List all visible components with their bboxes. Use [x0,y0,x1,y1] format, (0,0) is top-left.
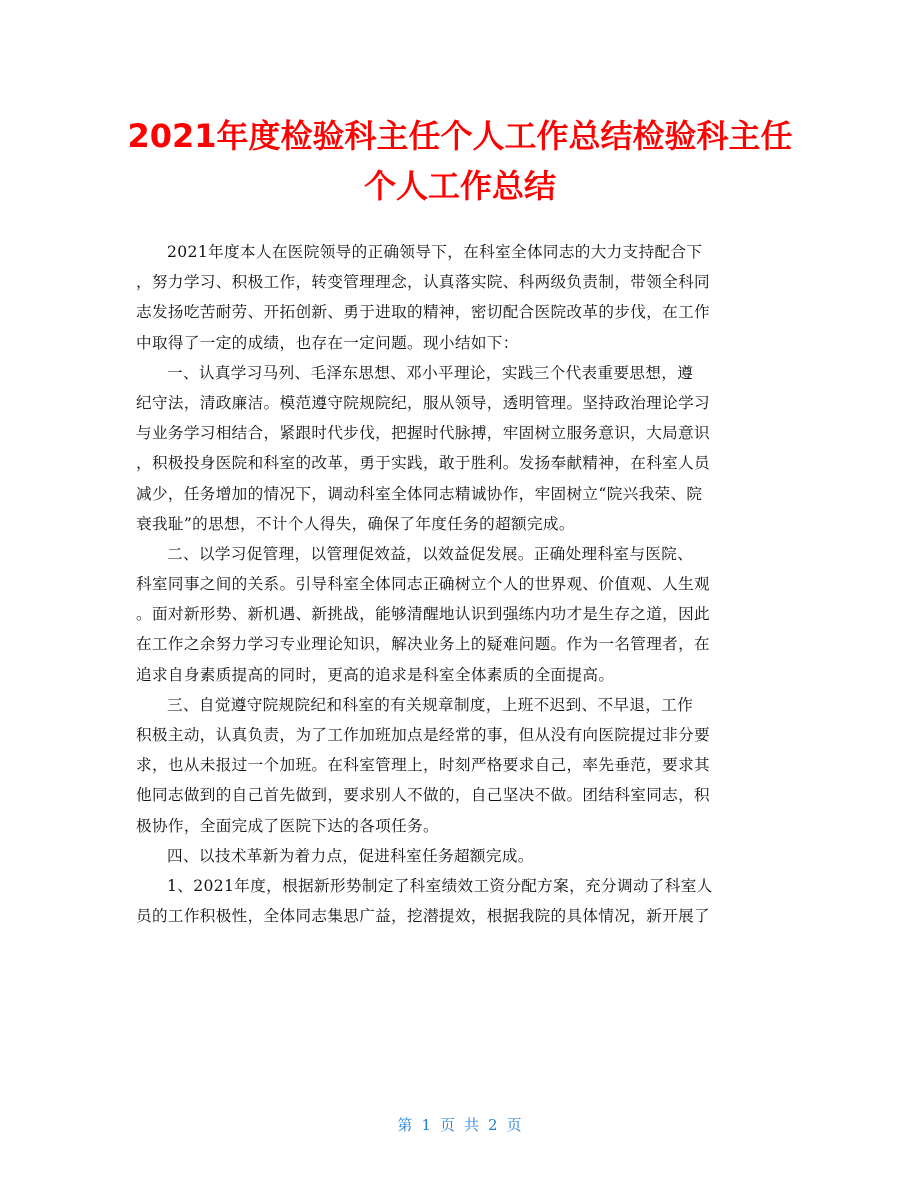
paragraph-section-1 [136,358,786,539]
text-line: 志发扬吃苦耐劳、开拓创新、勇于进取的精神，密切配合医院改革的步伐，在工作 [136,303,710,322]
text-line: 二、以学习促管理，以管理促效益，以效益促发展。正确处理科室与医院、 [167,544,694,563]
page-number-footer [0,1114,920,1135]
total-page-count: 2 [488,1116,499,1134]
text-line: 求，也从未报过一个加班。在科室管理上，时刻严格要求自己，率先垂范，要求其 [136,756,710,775]
text-line: ，积极投身医院和科室的改革，勇于实践，敢于胜利。发扬奉献精神，在科室人员 [136,454,710,473]
footer-page-word: 页 [439,1116,456,1134]
text-line: 三、自觉遵守院规院纪和科室的有关规章制度，上班不迟到、不早退，工作 [167,695,694,714]
current-page-number: 1 [421,1116,432,1134]
paragraph-section-3 [136,690,786,841]
text-line: 衰我耻”的思想，不计个人得失，确保了年度任务的超额完成。 [136,514,575,533]
text-line: 追求自身素质提高的同时，更高的追求是科室全体素质的全面提高。 [136,665,615,684]
text-line: ，努力学习、积极工作，转变管理理念，认真落实院、科两级负责制，带领全科同 [136,273,710,292]
text-line: 他同志做到的自己首先做到，要求别人不做的，自己坚决不做。团结科室同志，积 [136,786,710,805]
document-title-line-2: 个人工作总结 [363,167,556,205]
text-line: 在工作之余努力学习专业理论知识，解决业务上的疑难问题。作为一名管理者，在 [136,635,710,654]
text-line: 2021年度本人在医院领导的正确领导下，在科室全体同志的大力支持配合下 [167,243,703,261]
text-line: 1、2021年度，根据新形势制定了科室绩效工资分配方案，充分调动了科室人 [167,876,713,895]
text-line: 一、认真学习马列、毛泽东思想、邓小平理论，实践三个代表重要思想，遵 [167,363,694,382]
document-body [136,237,786,931]
text-line: 极协作，全面完成了医院下达的各项任务。 [136,816,439,835]
text-line: 四、以技术革新为着力点，促进科室任务超额完成。 [167,846,534,865]
text-line: 。面对新形势、新机遇、新挑战，能够清醒地认识到强练内功才是生存之道，因此 [136,605,710,624]
text-line: 科室同事之间的关系。引导科室全体同志正确树立个人的世界观、价值观、人生观 [136,575,710,594]
text-line: 与业务学习相结合，紧跟时代步伐，把握时代脉搏，牢固树立服务意识，大局意识 [136,424,710,443]
footer-prefix: 第 [397,1116,414,1134]
document-title-line-1: 2021年度检验科主任个人工作总结检验科主任 [127,117,793,155]
text-line: 员的工作积极性，全体同志集思广益，挖潜提效，根据我院的具体情况，新开展了 [136,907,710,926]
footer-total-prefix: 共 [464,1116,481,1134]
footer-suffix: 页 [506,1116,523,1134]
text-line: 中取得了一定的成绩，也存在一定问题。现小结如下： [136,333,519,352]
text-line: 纪守法，清政廉洁。模范遵守院规院纪，服从领导，透明管理。坚持政治理论学习 [136,393,710,412]
paragraph-section-4 [136,841,786,871]
paragraph-item-1 [136,871,786,931]
text-line: 积极主动，认真负责，为了工作加班加点是经常的事，但从没有向医院提过非分要 [136,726,710,744]
text-line: 减少，任务增加的情况下，调动科室全体同志精诚协作，牢固树立“院兴我荣、院 [136,484,703,503]
paragraph-section-2 [136,539,786,690]
paragraph-intro [136,237,786,358]
